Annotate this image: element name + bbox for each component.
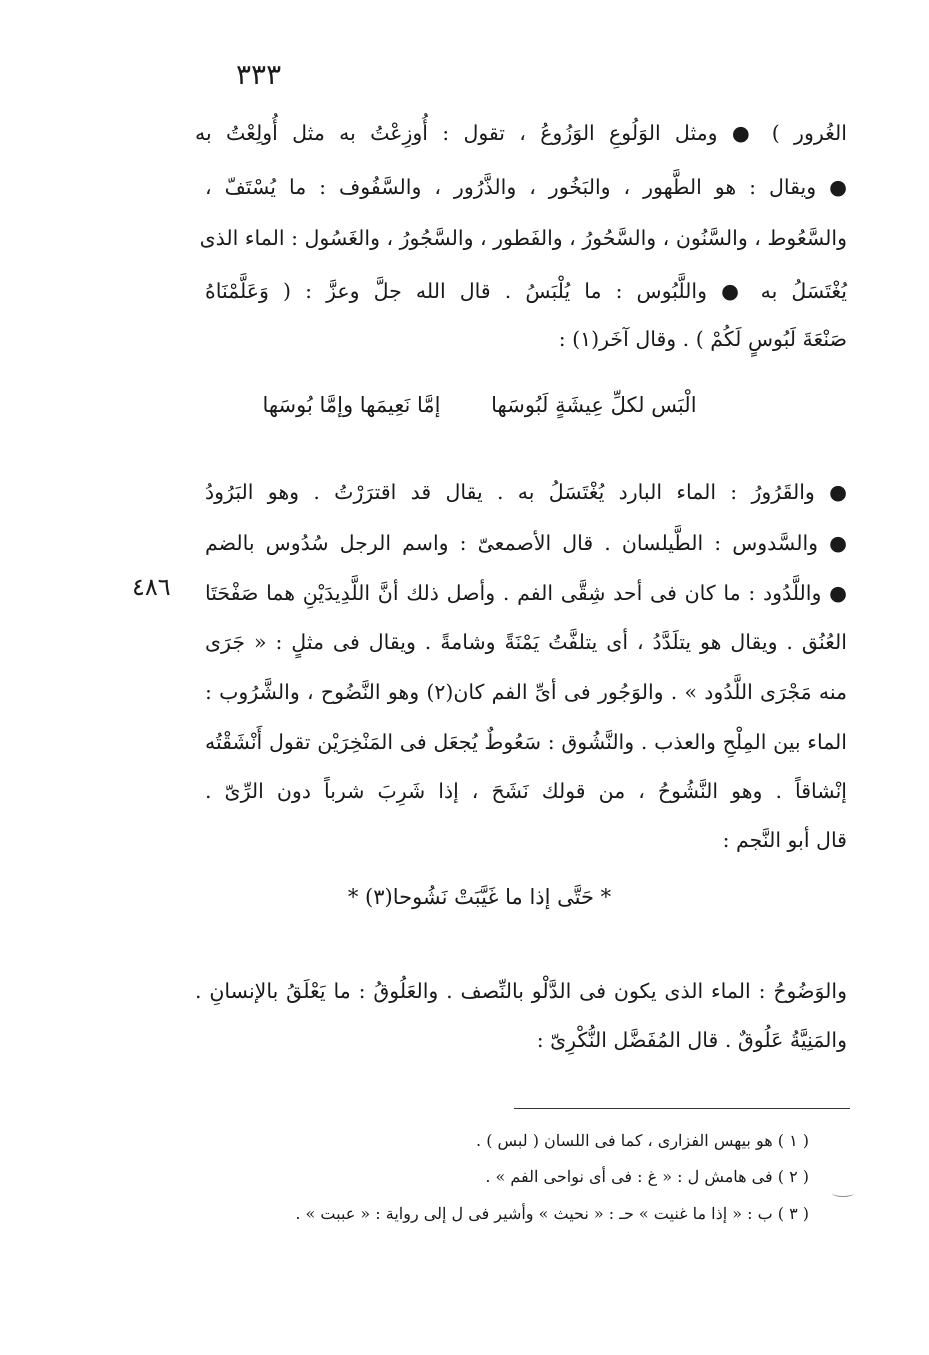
body-line-4: يُغْتَسَلُ به ● واللَّبُوس : ما يُلْبَسُ . قال الله جلَّ وعزَّ : ( وَعَلَّمْنَاهُ — [205, 279, 847, 303]
verse-1-second-hemistich: إمَّا نَعِيمَها وإمَّا بُوسَها — [262, 393, 441, 417]
footnote-3: ( ٣ ) ب : « إذا ما غنيت » حـ : « نحيث » وأشير فى ل إلى رواية : « عببت » . — [295, 1204, 809, 1223]
verse-1 — [230, 388, 729, 422]
body-line-5: صَنْعَةَ لَبُوسٍ لَكُمْ ) . وقال آخَر(١) : — [558, 327, 847, 351]
body-line-12: إنْشاقاً . وهو النَّشُوحُ ، من قولك نَشَحَ ، إذا شَرِبَ شرباً دون الرِّىّ . — [205, 779, 847, 803]
body-line-9: العُنُق . ويقال هو يتلَدَّدُ ، أى يتلفَّتُ يَمْنَةً وشامةً . ويقال فى مثلٍ : « جَرَى — [205, 630, 847, 654]
verse-1-first-hemistich: الْبَس لكلِّ عِيشَةٍ لَبُوسَها — [491, 393, 697, 417]
body-line-13: قال أبو النَّجم : — [722, 828, 847, 852]
body-line-11: الماء بين المِلْحِ والعذب . والنَّشُوق : سَعُوطٌ يُجعَل فى المَنْخِرَيْن تقول أَنْشَقْتُه — [205, 730, 847, 754]
footnote-1: ( ١ ) هو بيهس الفزارى ، كما فى اللسان ( لبس ) . — [476, 1131, 809, 1150]
body-line-2: ● ويقال : هو الطَّهور ، والبَخُور ، والذَّرُور ، والسَّفُوف : ما يُسْتَفّ ، — [205, 175, 847, 199]
body-line-10: منه مَجْرَى اللَّدُود » . والوَجُور فى أىِّ الفم كان(٢) وهو النَّضُوح ، والشَّرُوب : — [205, 680, 847, 704]
body-line-14: والوَضُوحُ : الماء الذى يكون فى الدَّلْو بالنِّصف . والعَلُوقُ : ما يَعْلَقُ بالإنسانِ . — [195, 979, 847, 1003]
scan-mark — [832, 1190, 854, 1197]
body-line-1: الغُرور ) ● ومثل الوَلُوعِ الوَزُوعُ ، تقول : أُوزِعْتُ به مثل أُولِعْتُ به — [195, 121, 847, 145]
footnote-divider — [514, 1108, 850, 1109]
page-number: ٣٣٣ — [236, 58, 282, 91]
body-line-6: ● والقَرُورُ : الماء البارد يُغْتَسَلُ به . يقال قد اقترَرْتُ . وهو البَرُودُ — [205, 480, 847, 504]
body-line-7: ● والسَّدوس : الطَّيلسان . قال الأصمعىّ : واسم الرجل سُدُوس بالضم — [205, 531, 847, 555]
verse-2: * حَتَّى إذا ما غَيَّبَتْ نَشُوحا(٣) * — [347, 885, 612, 909]
body-line-15: والمَنِيَّةُ عَلُوقٌ . قال المُفَضَّل النُّكْرِىّ : — [536, 1028, 847, 1052]
body-line-8: ● واللَّدُود : ما كان فى أحد شِقَّى الفم . وأصل ذلك أنَّ اللَّدِيدَيْنِ هما صَفْحَتَا — [205, 581, 847, 605]
footnote-2: ( ٢ ) فى هامش ل : « غ : فى أى نواحى الفم » . — [485, 1167, 809, 1186]
body-line-3: والسَّعُوط ، والسَّنُون ، والسَّحُورُ ، والفَطور ، والسَّجُورُ ، والغَسُول : الماء الذى — [199, 226, 847, 250]
margin-number: ٤٨٦ — [132, 573, 171, 601]
